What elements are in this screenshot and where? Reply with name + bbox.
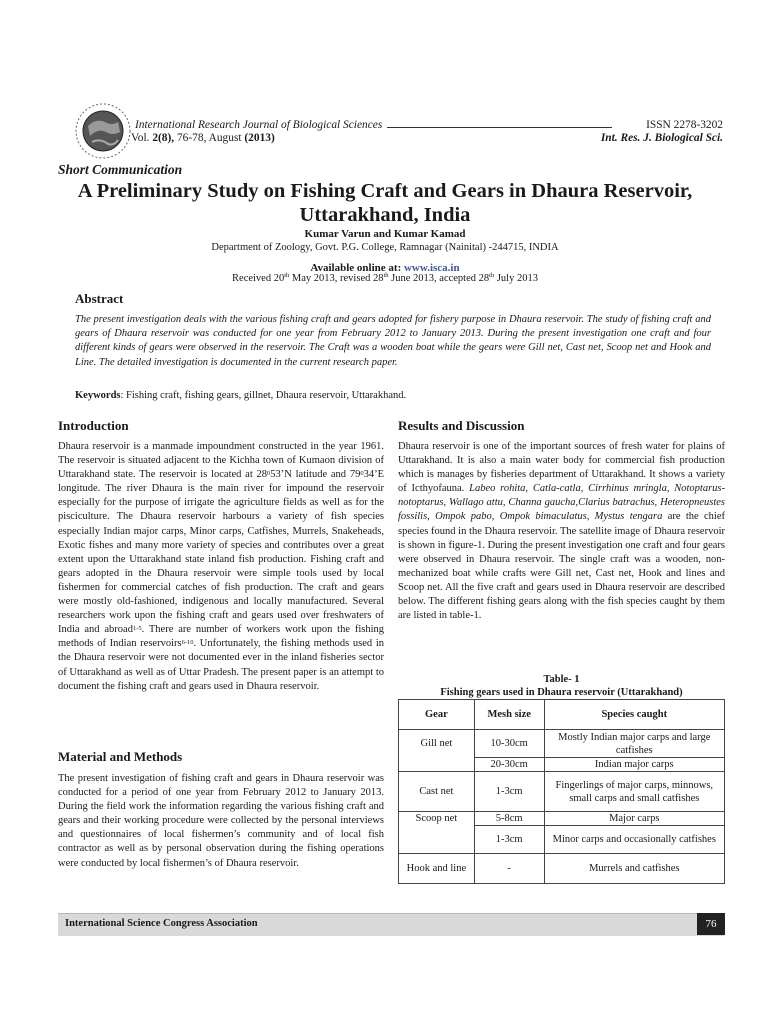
- table-row: 1-3cm Minor carps and occasionally catfishes: [399, 826, 725, 854]
- table-row: Hook and line - Murrels and catfishes: [399, 854, 725, 884]
- journal-abbrev: Int. Res. J. Biological Sci.: [600, 132, 723, 144]
- intro-heading: Introduction: [58, 418, 129, 433]
- affiliation: Department of Zoology, Govt. P.G. College, Ramnagar (Nainital) -244715, INDIA: [211, 242, 559, 253]
- table-row: Gill net 10-30cm Mostly Indian major carps and large catfishes: [399, 730, 725, 758]
- table-row: Cast net 1-3cm Fingerlings of major carps, minnows, small carps and small catfishes: [399, 772, 725, 812]
- received-dates: Received 20th May 2013, revised 28th June 2013, accepted 28th July 2013: [232, 272, 538, 284]
- footer-org: International Science Congress Association: [65, 918, 258, 929]
- authors: Kumar Varun and Kumar Kamad: [304, 228, 466, 240]
- available-online: Available online at: www.isca.in: [310, 262, 460, 274]
- results-heading: Results and Discussion: [398, 418, 525, 433]
- abstract-heading: Abstract: [75, 291, 124, 306]
- journal-logo-icon: [74, 102, 132, 160]
- table-header-row: Gear Mesh size Species caught: [399, 700, 725, 730]
- paper-title: A Preliminary Study on Fishing Craft and Gears in Dhaura Reservoir, Uttarakhand, India: [77, 180, 693, 226]
- methods-heading: Material and Methods: [58, 749, 183, 764]
- footer-bar: [58, 913, 724, 936]
- table-caption: Table- 1 Fishing gears used in Dhaura reservoir (Uttarakhand): [440, 674, 683, 698]
- keywords: Keywords: Fishing craft, fishing gears, gillnet, Dhaura reservoir, Uttarakhand.: [75, 390, 407, 401]
- abstract-text: The present investigation deals with the various fishing craft and gears adopted for fishery purpose in Dhaura reservoir. The study of fishing craft and gears of Dhaura reservoir was conducted for one year from February 2012 to January 2013. During the present investigation one craft and four different kinds of gears were observed in the reservoir. The Craft was a wooden boat while the gears were Gill net, Cast net, Scoop net and Hook and Line. The detailed investigation is documented in the current research paper.: [75, 314, 711, 368]
- results-text: Dhaura reservoir is one of the important sources of fresh water for plains of Uttarakhand. It is also a main water body for commercial fish production which is manages by fisheries department of Uttarakhand. It shows a variety of Icthyofauna. Labeo rohita, Catla-catla, Cirrhinus mringla, Notoptarus-notoptarus, Wallago attu, Channa gaucha,Clarius batrachus, Heteropneustes fossilis, Ompok pabo, Ompok bimaculatus, Mystus tengara are the chief species found in the Dhaura reservoir. The satellite image of Dhaura reservoir is shown in figure-1. During the present investigation one craft and four gears were observed in Dhaura reservoir. The single craft was a wooden, non-mechanized boat while crafts were Gill net, Cast net, Hook and lines and Scoop net. All the five craft and gears used in Dhaura reservoir are described below. The different fishing gears along with the fish species caught by them are listed in table-1.: [398, 441, 725, 622]
- article-type: Short Communication: [58, 162, 183, 177]
- journal-name: International Research Journal of Biological Sciences: [135, 119, 383, 131]
- isca-link[interactable]: www.isca.in: [403, 262, 460, 274]
- table-row: 20-30cm Indian major carps: [399, 758, 725, 772]
- methods-text: The present investigation of fishing craft and gears in Dhaura reservoir was conducted for a period of one year from February 2012 to January 2013. During the field work the information regarding the various fishing craft and gears and their working procedure were collected by the personal interviews and questionnaires of local fishermen’s community and of local fish contractor as well as by personal observation during the fishing operations were conducted by local fishermen’s of Dhaura reservoir.: [58, 773, 384, 869]
- page-number: 76: [697, 913, 725, 935]
- journal-header-bottom: Vol. 2(8), 76-78, August (2013) Int. Res. J. Biological Sci.: [131, 132, 723, 144]
- intro-text: Dhaura reservoir is a manmade impoundment constructed in the year 1961. The reservoir is situated adjacent to the Kichha town of Kumaon division of Uttarakhand state. The reservoir is located at $28^053’N$ latitude and $79^034’E$ longitude. The river Dhaura is the main river for impound the reservoir especially for the purpose of irrigate the agriculture fields as well as for the pisciculture. The Dhaura reservoir harbours a variety of fish species especially Indian major carps, Minor carps, Catfishes, Murrels, Snakeheads, Exotic fishes and many more variety of species and contributes over a great extent upon the Uttarakhand state inland fish production. Fishing craft and gears adopted in the Dhaura reservoir were simple tools used by local fishermen for commercial catches of fish production. The craft and gears were mostly old-fashioned, indigenous and locally manufactured. Several researchers work upon the fishing craft and gears used over freshwaters of India and abroad$^{1-5}$. There are number of workers work upon the fishing methods of Indian reservoirs$^{6-10}$. Unfortunately, the fishing methods used in the Dhaura reservoir were not documented ever in the inland fisheries sector of Uttarakhand as well as of Uttar Pradesh. The present paper is an attempt to document the fishing craft and gears used in Dhaura reservoir.: [58, 441, 385, 692]
- table-row: Scoop net 5-8cm Major carps: [399, 812, 725, 826]
- issn: ISSN 2278-3202: [646, 119, 723, 131]
- header-rule: [387, 118, 612, 128]
- fishing-gears-table: [398, 699, 725, 884]
